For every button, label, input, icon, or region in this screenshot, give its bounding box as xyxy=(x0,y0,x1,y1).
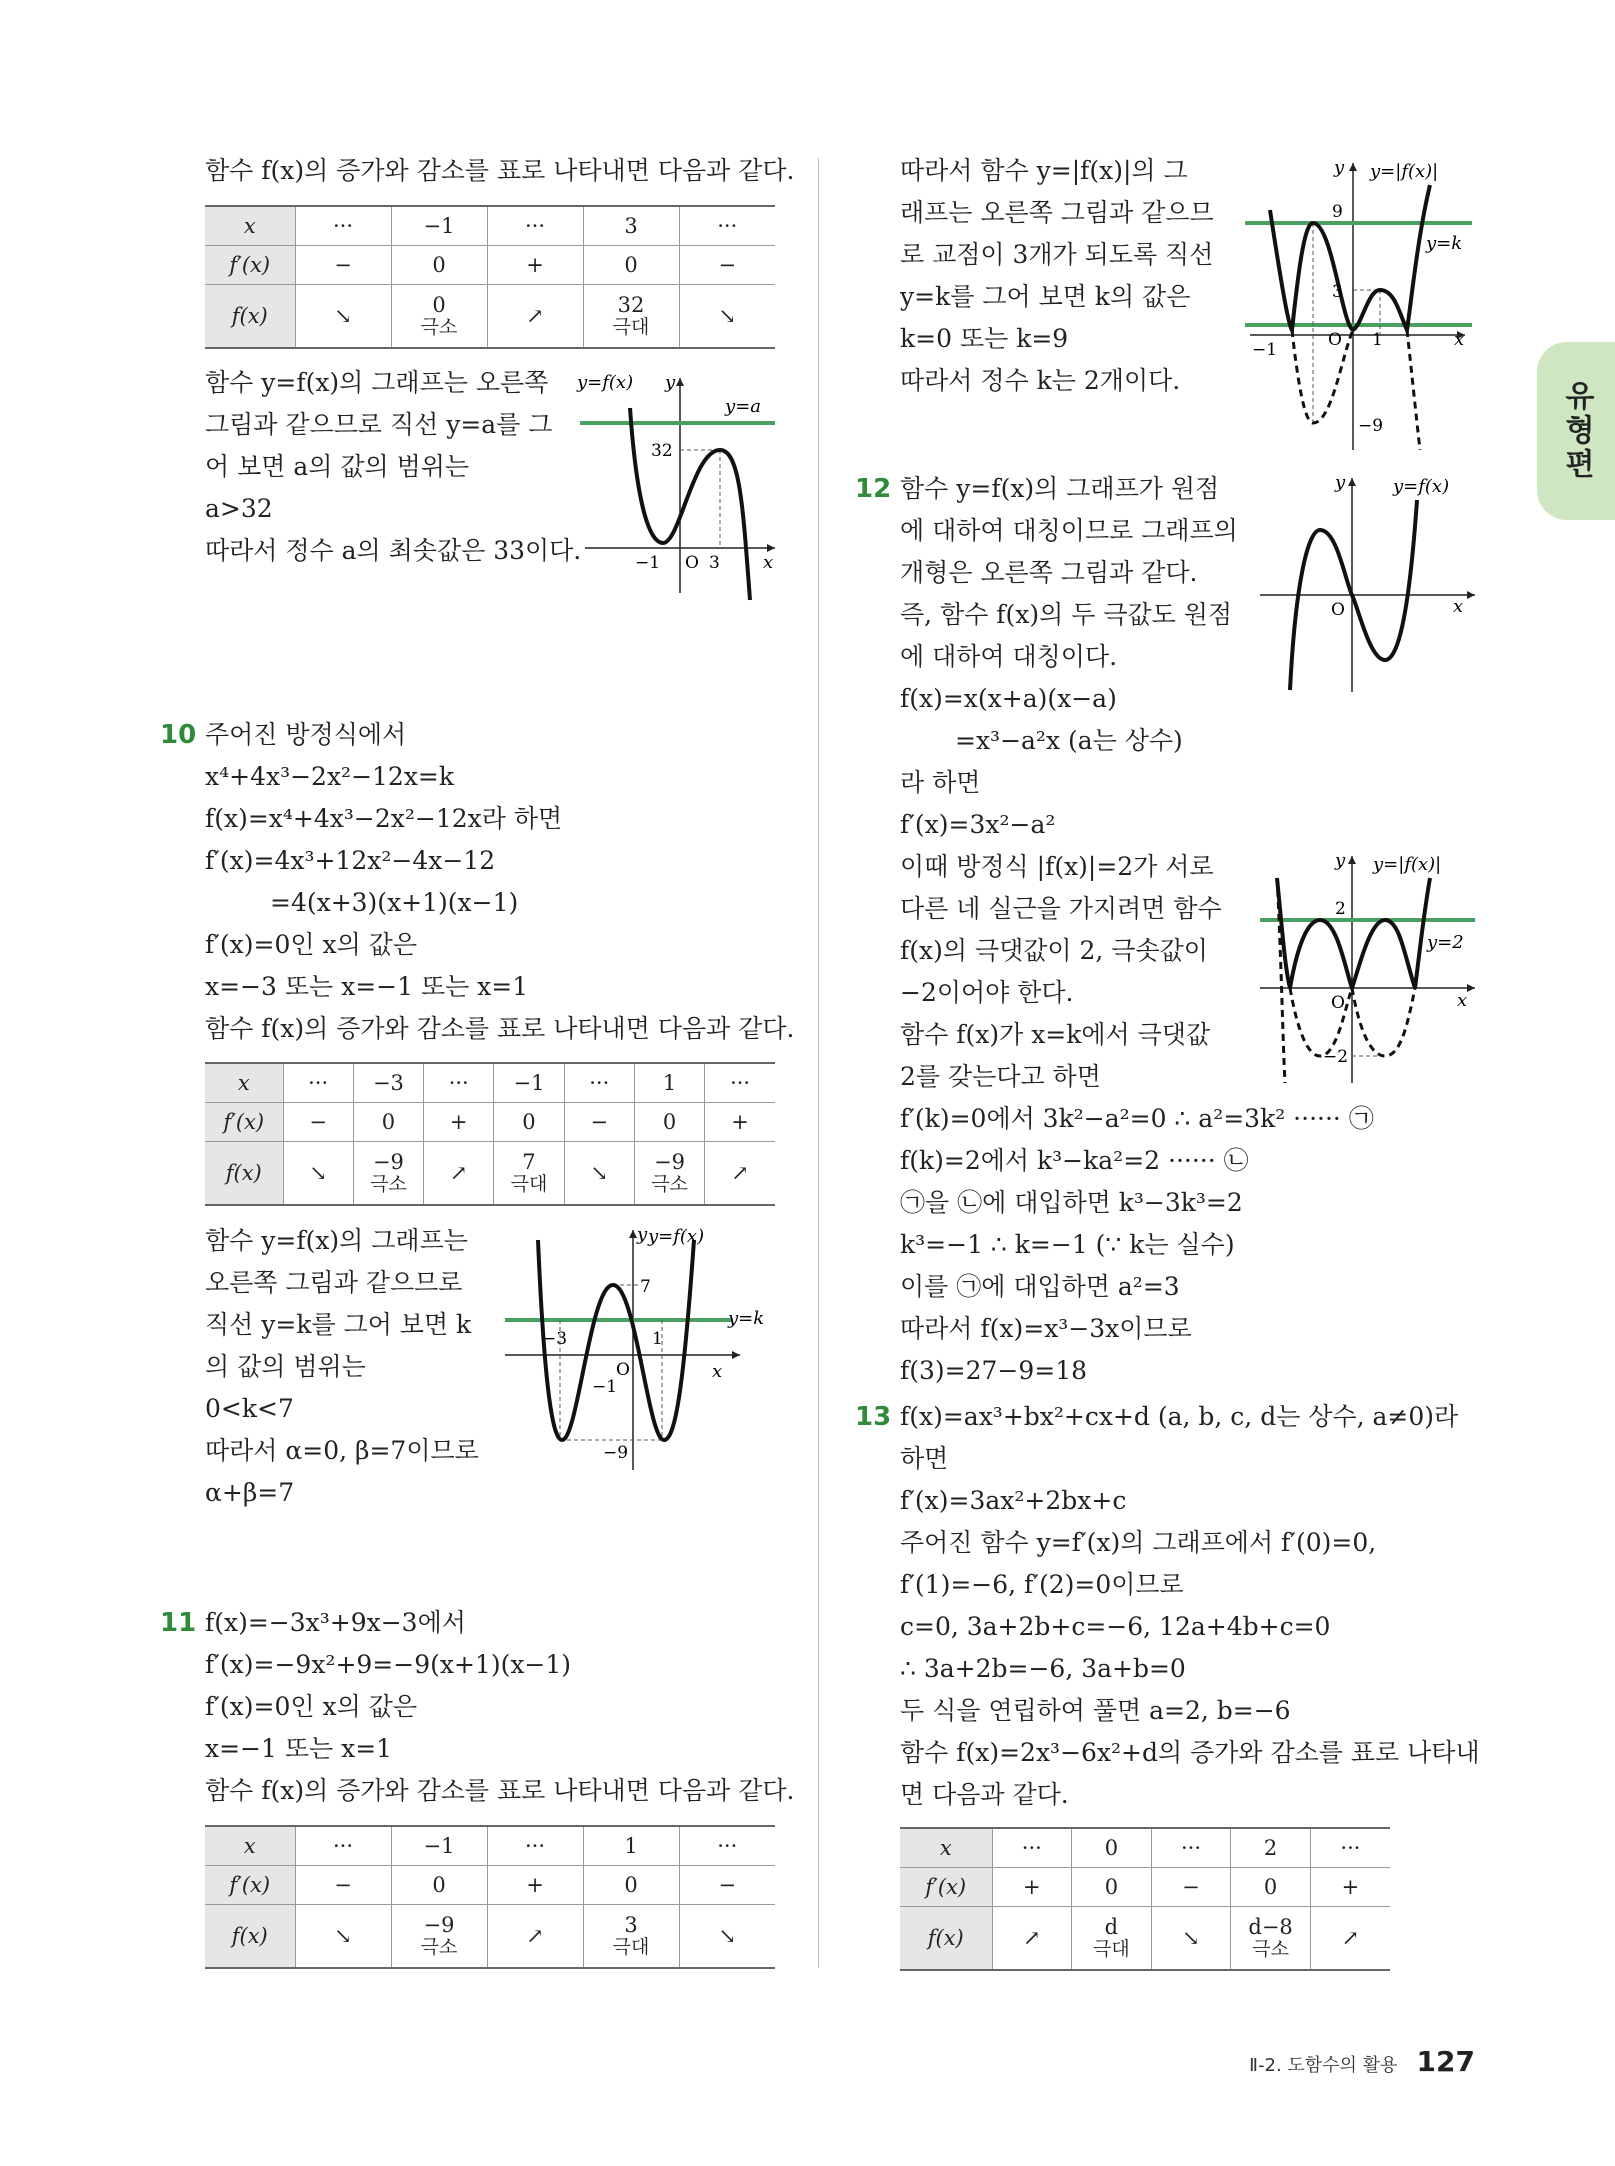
table-cell: 0 xyxy=(1231,1868,1311,1907)
table-cell: 1 xyxy=(583,1826,679,1866)
curve-abs xyxy=(1277,878,1430,988)
graph-12a xyxy=(1255,470,1485,695)
y-tick: 2 xyxy=(1335,899,1346,919)
y-arrow-icon xyxy=(1348,478,1356,486)
table-cell: f′(x) xyxy=(205,1103,283,1142)
table-cell: ··· xyxy=(705,1063,775,1103)
text-line: 함수 y=f(x)의 그래프는 xyxy=(205,1226,468,1255)
text-line: 라 하면 xyxy=(900,768,981,797)
text-line: f(x)=x⁴+4x³−2x²−12x라 하면 xyxy=(205,804,563,833)
table-cell: ··· xyxy=(295,1826,391,1866)
table-cell: ··· xyxy=(1310,1828,1390,1868)
section-label: Ⅱ-2. 도함수의 활용 xyxy=(1249,2055,1398,2076)
table-cell xyxy=(583,285,679,349)
y-arrow-icon xyxy=(629,1230,637,1238)
x-tick: 1 xyxy=(652,1329,663,1349)
table-cell: 0 xyxy=(583,1866,679,1905)
cell-sub: 극소 xyxy=(370,1173,407,1195)
x-arrow-icon xyxy=(767,544,775,552)
y-tick: 3 xyxy=(1332,282,1343,302)
table-cell: − xyxy=(295,246,391,285)
cell-sub: 극대 xyxy=(510,1173,548,1195)
table-cell: + xyxy=(992,1868,1072,1907)
x-axis-label: x xyxy=(763,552,774,573)
origin-label: O xyxy=(685,553,699,573)
table-cell: + xyxy=(487,246,583,285)
curve-label: y=|f(x)| xyxy=(1373,854,1442,875)
y-tick: −9 xyxy=(603,1443,629,1463)
text-line: 따라서 정수 a의 최솟값은 33이다. xyxy=(205,536,582,565)
cell-sub: 극소 xyxy=(420,316,458,338)
cell-sub: 극소 xyxy=(651,1173,688,1195)
cell-value: −9 xyxy=(372,1150,404,1174)
text-line: 주어진 함수 y=f′(x)의 그래프에서 f′(0)=0, xyxy=(900,1528,1377,1557)
text-line: 함수 f(x)의 증가와 감소를 표로 나타내면 다음과 같다. xyxy=(205,1776,795,1805)
table-cell: ↗ xyxy=(992,1907,1072,1971)
y-axis-label: y xyxy=(665,372,676,393)
x-axis-label: x xyxy=(1453,596,1464,617)
curve-label: y=f(x) xyxy=(648,1226,705,1247)
table-cell: 0 xyxy=(1072,1828,1152,1868)
x-tick: −3 xyxy=(542,1329,568,1349)
text-line: f′(x)=−9x²+9=−9(x+1)(x−1) xyxy=(205,1650,572,1679)
cell-sub: 극대 xyxy=(612,1936,650,1958)
table-cell: 0 xyxy=(583,246,679,285)
text-line: 함수 f(x)의 증가와 감소를 표로 나타내면 다음과 같다. xyxy=(205,1014,795,1043)
text-line: f′(x)=3x²−a² xyxy=(900,810,1056,839)
curve-abs xyxy=(1270,185,1430,330)
text-line: f(k)=2에서 k³−ka²=2 ······ ㉡ xyxy=(900,1146,1249,1175)
curve-label: y=|f(x)| xyxy=(1370,161,1439,182)
text-line: −2이어야 한다. xyxy=(900,978,1074,1007)
origin-label: O xyxy=(1331,993,1345,1013)
table-cell xyxy=(391,285,487,349)
text-line: 주어진 방정식에서 xyxy=(205,720,407,749)
table-cell: f′(x) xyxy=(205,246,295,285)
text-line: ㉠을 ㉡에 대입하면 k³−3k³=2 xyxy=(900,1188,1243,1217)
text-line: 하면 xyxy=(900,1444,949,1473)
text-line: 개형은 오른쪽 그림과 같다. xyxy=(900,558,1198,587)
text-line: 2를 갖는다고 하면 xyxy=(900,1062,1101,1091)
x-axis-label: x xyxy=(712,1361,723,1382)
text-line: 함수 y=f(x)의 그래프는 오른쪽 xyxy=(205,368,549,397)
text-line: 다른 네 실근을 가지려면 함수 xyxy=(900,894,1222,923)
curve-label: y=f(x) xyxy=(577,372,634,393)
table-cell: ··· xyxy=(424,1063,494,1103)
text-line: α+β=7 xyxy=(205,1478,295,1507)
text-line: 이를 ㉠에 대입하면 a²=3 xyxy=(900,1272,1180,1301)
x-axis-label: x xyxy=(1457,990,1468,1011)
page-number: 127 xyxy=(1416,2045,1475,2078)
y-tick: −9 xyxy=(1358,416,1384,436)
curve-reflected-dashed xyxy=(1352,988,1415,1056)
text-line: =x³−a²x (a는 상수) xyxy=(955,726,1183,755)
table-cell: f(x) xyxy=(205,285,295,349)
cell-value: −9 xyxy=(423,1913,455,1937)
text-line: 에 대하여 대칭이므로 그래프의 xyxy=(900,516,1238,545)
problem-number: 13 xyxy=(855,1402,892,1432)
table-cell: f(x) xyxy=(205,1142,283,1206)
cell-value: −9 xyxy=(654,1150,686,1174)
cell-value: 32 xyxy=(617,293,645,317)
table-cell: ↗ xyxy=(705,1142,775,1206)
text-line: 이때 방정식 |f(x)|=2가 서로 xyxy=(900,852,1214,881)
text-line: k=0 또는 k=9 xyxy=(900,324,1069,353)
variation-table-11 xyxy=(205,1825,775,1969)
table-cell: 2 xyxy=(1231,1828,1311,1868)
text-line: f(x)의 극댓값이 2, 극솟값이 xyxy=(900,936,1208,965)
table-cell: + xyxy=(705,1103,775,1142)
cell-value: 7 xyxy=(522,1150,536,1174)
table-cell: − xyxy=(679,1866,775,1905)
x-tick: 3 xyxy=(709,553,720,573)
table-cell: ··· xyxy=(992,1828,1072,1868)
table-cell: −1 xyxy=(391,206,487,246)
table-cell: f(x) xyxy=(900,1907,992,1971)
text-line: 따라서 f(x)=x³−3x이므로 xyxy=(900,1314,1192,1343)
variation-table-13 xyxy=(900,1827,1390,1971)
table-cell: ··· xyxy=(487,206,583,246)
table-cell: x xyxy=(205,1063,283,1103)
table-cell: ↘ xyxy=(564,1142,634,1206)
side-tab-label: 유형편 xyxy=(1559,380,1594,482)
graph-9 xyxy=(575,368,785,608)
text-line: x=−3 또는 x=−1 또는 x=1 xyxy=(205,972,529,1001)
table-cell: ↘ xyxy=(283,1142,353,1206)
text-line: 따라서 α=0, β=7이므로 xyxy=(205,1436,479,1465)
cell-sub: 극소 xyxy=(1252,1938,1289,1960)
curve-label: y=f(x) xyxy=(1393,476,1450,497)
text-line: f′(x)=4x³+12x²−4x−12 xyxy=(205,846,496,875)
table-cell: ··· xyxy=(679,1826,775,1866)
text-line: 따라서 정수 k는 2개이다. xyxy=(900,366,1181,395)
text-line: 0<k<7 xyxy=(205,1394,294,1423)
x-tick: −1 xyxy=(635,553,661,573)
table-cell: − xyxy=(564,1103,634,1142)
table-cell: ··· xyxy=(564,1063,634,1103)
cell-sub: 극대 xyxy=(612,316,650,338)
text-line: 의 값의 범위는 xyxy=(205,1352,366,1381)
line-label: y=a xyxy=(725,396,761,417)
text-line: f′(x)=3ax²+2bx+c xyxy=(900,1486,1127,1515)
table-cell: 1 xyxy=(634,1063,704,1103)
table-cell: x xyxy=(205,206,295,246)
table-cell xyxy=(1231,1907,1311,1971)
table-cell: − xyxy=(283,1103,353,1142)
table-cell: 3 xyxy=(583,206,679,246)
text-line: f(x)=ax³+bx²+cx+d (a, b, c, d는 상수, a≠0)라 xyxy=(900,1402,1459,1431)
y-tick: 32 xyxy=(651,441,673,461)
text-line: f(3)=27−9=18 xyxy=(900,1356,1088,1385)
text-line: f′(k)=0에서 3k²−a²=0 ∴ a²=3k² ······ ㉠ xyxy=(900,1104,1374,1133)
origin-label: O xyxy=(1331,600,1345,620)
text-line: 즉, 함수 f(x)의 두 극값도 원점 xyxy=(900,600,1233,629)
text-line: 래프는 오른쪽 그림과 같으므 xyxy=(900,198,1214,227)
table-cell: x xyxy=(205,1826,295,1866)
text-line: k³=−1 ∴ k=−1 (∵ k는 실수) xyxy=(900,1230,1235,1259)
cell-sub: 극대 xyxy=(1093,1938,1130,1960)
problem-number: 10 xyxy=(160,720,197,750)
y-axis-label: y xyxy=(1335,850,1346,871)
cell-value: 3 xyxy=(624,1913,638,1937)
table-cell: + xyxy=(424,1103,494,1142)
text-line: f′(x)=0인 x의 값은 xyxy=(205,930,417,959)
y-arrow-icon xyxy=(1349,163,1357,171)
table-cell: + xyxy=(487,1866,583,1905)
text-line: f′(x)=0인 x의 값은 xyxy=(205,1692,417,1721)
x-arrow-icon xyxy=(1467,984,1475,992)
problem-number: 12 xyxy=(855,474,892,504)
table-cell: 0 xyxy=(1072,1868,1152,1907)
table-cell: −1 xyxy=(494,1063,564,1103)
text-line: 함수 f(x)의 증가와 감소를 표로 나타내면 다음과 같다. xyxy=(205,156,795,185)
cell-value: d xyxy=(1104,1915,1119,1939)
origin-label: O xyxy=(616,1360,630,1380)
origin-label: O xyxy=(1328,330,1342,350)
curve-reflected-dashed xyxy=(1407,330,1420,450)
table-cell: 0 xyxy=(391,1866,487,1905)
variation-table-9 xyxy=(205,205,775,349)
text-line: f(x)=−3x³+9x−3에서 xyxy=(205,1608,466,1637)
table-cell: ↘ xyxy=(295,285,391,349)
column-divider xyxy=(818,158,819,1968)
table-cell: 0 xyxy=(634,1103,704,1142)
table-cell: ↘ xyxy=(679,1905,775,1969)
table-cell xyxy=(494,1142,564,1206)
table-cell: ↘ xyxy=(679,285,775,349)
table-cell: f′(x) xyxy=(900,1868,992,1907)
text-line: 직선 y=k를 그어 보면 k xyxy=(205,1310,472,1339)
y-axis-label: y xyxy=(1334,157,1345,178)
page-footer xyxy=(1249,2045,1475,2078)
graph-12b xyxy=(1255,848,1485,1088)
curve-reflected-dashed xyxy=(1292,330,1353,423)
problem-number: 11 xyxy=(160,1608,197,1638)
y-arrow-icon xyxy=(1348,856,1356,864)
table-cell: ↗ xyxy=(1310,1907,1390,1971)
cell-value: 0 xyxy=(432,293,446,317)
cell-value: d−8 xyxy=(1248,1915,1293,1939)
table-cell: f′(x) xyxy=(205,1866,295,1905)
text-line: 함수 y=f(x)의 그래프가 원점 xyxy=(900,474,1220,503)
text-line: y=k를 그어 보면 k의 값은 xyxy=(900,282,1191,311)
table-cell xyxy=(353,1142,423,1206)
table-cell: 0 xyxy=(391,246,487,285)
table-cell xyxy=(1072,1907,1152,1971)
text-line: f′(1)=−6, f′(2)=0이므로 xyxy=(900,1570,1184,1599)
table-cell: − xyxy=(295,1866,391,1905)
text-line: =4(x+3)(x+1)(x−1) xyxy=(270,888,519,917)
table-cell: 0 xyxy=(494,1103,564,1142)
cell-sub: 극소 xyxy=(420,1936,458,1958)
text-line: c=0, 3a+2b+c=−6, 12a+4b+c=0 xyxy=(900,1612,1331,1641)
table-cell: −1 xyxy=(391,1826,487,1866)
line-label: y=k xyxy=(728,1308,765,1329)
y-axis-label: y xyxy=(1335,472,1346,493)
table-cell: ··· xyxy=(295,206,391,246)
table-cell: ↗ xyxy=(487,1905,583,1969)
line-label: y=k xyxy=(1426,233,1463,254)
x-arrow-icon xyxy=(1467,591,1475,599)
text-line: 따라서 함수 y=|f(x)|의 그 xyxy=(900,156,1188,185)
text-line: 함수 f(x)=2x³−6x²+d의 증가와 감소를 표로 나타내 xyxy=(900,1738,1480,1767)
table-cell: ↗ xyxy=(487,285,583,349)
text-line: 함수 f(x)가 x=k에서 극댓값 xyxy=(900,1020,1211,1049)
x-tick: −1 xyxy=(1252,340,1278,360)
text-line: ∴ 3a+2b=−6, 3a+b=0 xyxy=(900,1654,1186,1683)
text-line: x=−1 또는 x=1 xyxy=(205,1734,393,1763)
text-line: 그림과 같으므로 직선 y=a를 그 xyxy=(205,410,553,439)
table-cell: ··· xyxy=(679,206,775,246)
table-cell: − xyxy=(1151,1868,1231,1907)
table-cell: + xyxy=(1310,1868,1390,1907)
table-cell: ··· xyxy=(1151,1828,1231,1868)
text-line: f(x)=x(x+a)(x−a) xyxy=(900,684,1117,713)
table-cell xyxy=(391,1905,487,1969)
table-cell: ··· xyxy=(487,1826,583,1866)
table-cell: x xyxy=(900,1828,992,1868)
text-line: 두 식을 연립하여 풀면 a=2, b=−6 xyxy=(900,1696,1291,1725)
x-tick: −1 xyxy=(592,1377,618,1397)
text-line: 어 보면 a의 값의 범위는 xyxy=(205,452,470,481)
y-axis-label: y xyxy=(637,1224,648,1245)
x-tick: 1 xyxy=(1372,330,1383,350)
table-cell: ↘ xyxy=(1151,1907,1231,1971)
table-cell xyxy=(634,1142,704,1206)
side-tab[interactable] xyxy=(1537,342,1615,520)
y-arrow-icon xyxy=(676,378,684,386)
text-line: 면 다음과 같다. xyxy=(900,1780,1069,1809)
text-line: 오른쪽 그림과 같으므로 xyxy=(205,1268,463,1297)
y-tick: −2 xyxy=(1323,1047,1349,1067)
line-label: y=2 xyxy=(1427,932,1464,953)
table-cell: 0 xyxy=(353,1103,423,1142)
table-cell: ↘ xyxy=(295,1905,391,1969)
y-tick: 9 xyxy=(1332,202,1343,222)
graph-11 xyxy=(1240,155,1480,455)
table-cell: f(x) xyxy=(205,1905,295,1969)
x-arrow-icon xyxy=(732,1351,740,1359)
text-line: 에 대하여 대칭이다. xyxy=(900,642,1118,671)
table-cell: ↗ xyxy=(424,1142,494,1206)
table-cell: ··· xyxy=(283,1063,353,1103)
variation-table-10 xyxy=(205,1062,775,1206)
table-cell xyxy=(583,1905,679,1969)
text-line: x⁴+4x³−2x²−12x=k xyxy=(205,762,455,791)
table-cell: − xyxy=(679,246,775,285)
y-tick: 7 xyxy=(640,1277,651,1297)
text-line: a>32 xyxy=(205,494,273,523)
table-cell: −3 xyxy=(353,1063,423,1103)
graph-10 xyxy=(500,1220,785,1475)
text-line: 로 교점이 3개가 되도록 직선 xyxy=(900,240,1214,269)
x-axis-label: x xyxy=(1454,329,1465,350)
